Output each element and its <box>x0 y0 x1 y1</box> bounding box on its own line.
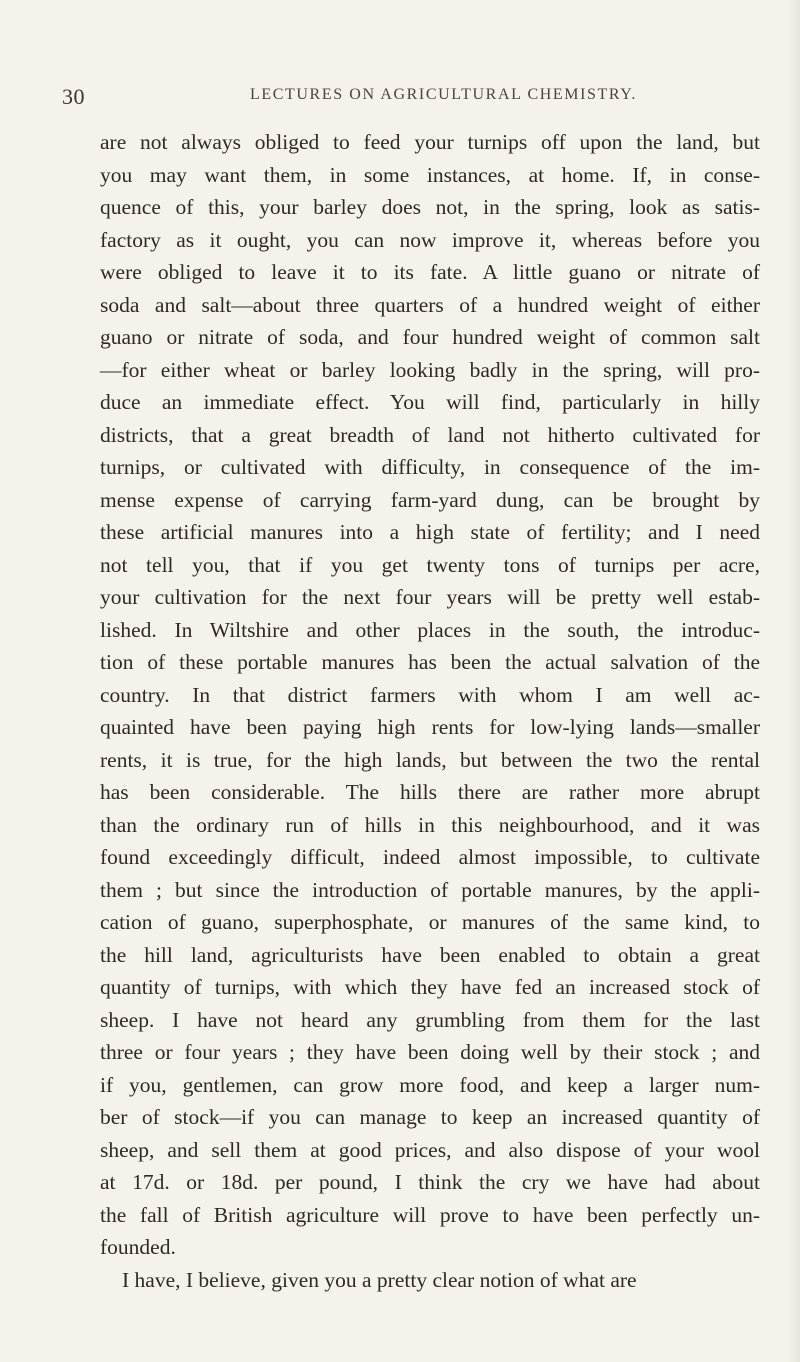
text-line: found exceedingly difficult, indeed almost impossible, to cultivate <box>100 845 760 869</box>
text-line: are not always obliged to feed your turnips off upon the land, but <box>100 130 760 154</box>
text-line: soda and salt—about three quarters of a hundred weight of either <box>100 292 760 317</box>
text-line: than the ordinary run of hills in this neighbourhood, and it was <box>100 812 760 837</box>
text-line: ber of stock—if you can manage to keep an increased quantity of <box>100 1105 760 1129</box>
text-line: rents, it is true, for the high lands, but between the two the rental <box>100 747 760 772</box>
text-line: if you, gentlemen, can grow more food, and keep a larger num- <box>100 1072 760 1097</box>
text-line: at 17d. or 18d. per pound, I think the cry we have had about <box>100 1170 760 1194</box>
text-line: sheep. I have not heard any grumbling from them for the last <box>100 1007 760 1032</box>
text-line: lished. In Wiltshire and other places in the south, the introduc- <box>100 617 760 642</box>
text-line: quainted have been paying high rents for low-lying lands—smaller <box>100 715 760 739</box>
text-line: sheep, and sell them at good prices, and also dispose of your wool <box>100 1137 760 1162</box>
body-text <box>100 126 760 1296</box>
text-line: not tell you, that if you get twenty tons of turnips per acre, <box>100 552 760 577</box>
text-line: tion of these portable manures has been the actual salvation of the <box>100 650 760 674</box>
text-line: quantity of turnips, with which they have fed an increased stock of <box>100 975 760 999</box>
text-line: quence of this, your barley does not, in the spring, look as satis- <box>100 195 760 219</box>
text-line: guano or nitrate of soda, and four hundred weight of common salt <box>100 325 760 349</box>
text-line: factory as it ought, you can now improve it, whereas before you <box>100 227 760 252</box>
text-line: your cultivation for the next four years will be pretty well estab- <box>100 585 760 609</box>
page-number: 30 <box>62 84 85 109</box>
page-edge-shadow <box>786 0 800 1362</box>
text-line: country. In that district farmers with whom I am well ac- <box>100 682 760 707</box>
text-line: districts, that a great breadth of land not hitherto cultivated for <box>100 422 760 447</box>
running-title: LECTURES ON AGRICULTURAL CHEMISTRY. <box>250 86 637 103</box>
text-line: the hill land, agriculturists have been enabled to obtain a great <box>100 942 760 967</box>
text-line: the fall of British agriculture will prove to have been perfectly un- <box>100 1202 760 1227</box>
text-line: these artificial manures into a high state of fertility; and I need <box>100 520 760 544</box>
text-line: has been considerable. The hills there are rather more abrupt <box>100 780 760 804</box>
text-line: —for either wheat or barley looking badly in the spring, will pro- <box>100 357 760 382</box>
text-line: mense expense of carrying farm-yard dung, can be brought by <box>100 487 760 512</box>
text-line: you may want them, in some instances, at home. If, in conse- <box>100 162 760 187</box>
text-line: duce an immediate effect. You will find, particularly in hilly <box>100 390 760 414</box>
text-line: founded. <box>100 1235 176 1259</box>
text-line: cation of guano, superphosphate, or manures of the same kind, to <box>100 910 760 934</box>
text-line: turnips, or cultivated with difficulty, in consequence of the im- <box>100 455 760 479</box>
paragraph-start-line: I have, I believe, given you a pretty clear notion of what are <box>122 1267 637 1292</box>
text-line: were obliged to leave it to its fate. A little guano or nitrate of <box>100 260 760 284</box>
text-line: them ; but since the introduction of portable manures, by the appli- <box>100 877 760 902</box>
text-line: three or four years ; they have been doing well by their stock ; and <box>100 1040 760 1064</box>
